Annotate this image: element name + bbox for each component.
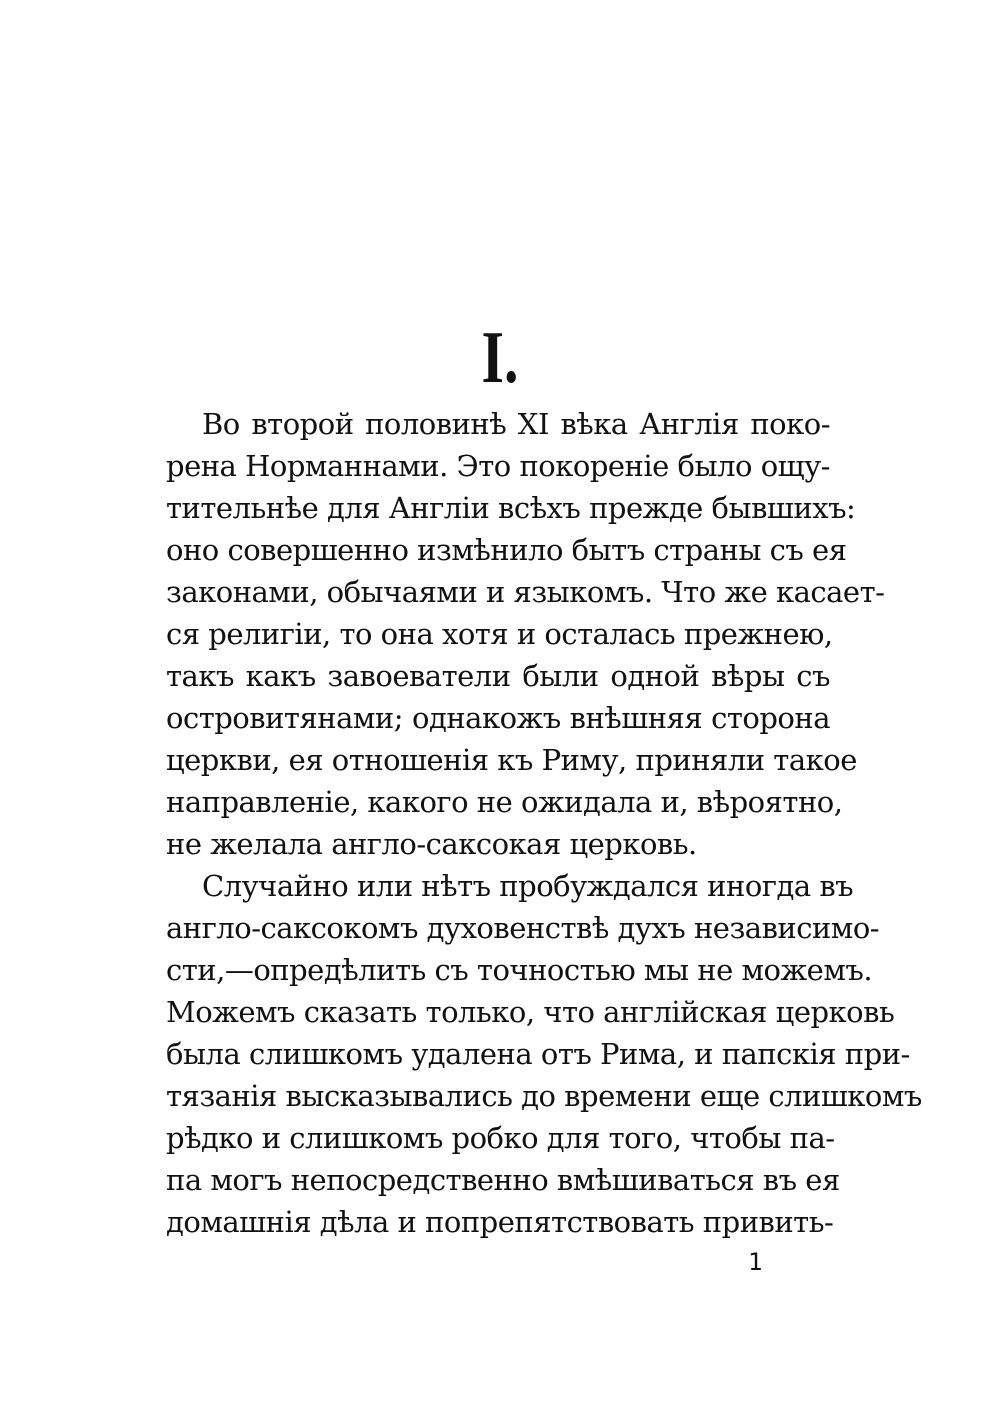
text-line: рена Норманнами. Это покореніе было ощу-: [166, 449, 830, 483]
text-line: такъ какъ завоеватели были одной вѣры съ: [166, 659, 830, 693]
text-line: законами, обычаями и языкомъ. Что же касает-: [166, 575, 885, 609]
text-line: тязанія высказывались до времени еще слишкомъ: [166, 1079, 922, 1113]
page-number: 1: [748, 1248, 763, 1276]
paragraph: [166, 403, 885, 865]
text-line: островитянами; однакожъ внѣшняя сторона: [166, 701, 830, 735]
text-line: домашнія дѣла и попрепятствовать привить-: [166, 1205, 834, 1239]
text-line: не желала англо-саксокая церковь.: [166, 827, 697, 861]
text-line: рѣдко и слишкомъ робко для того, чтобы па-: [166, 1121, 835, 1155]
text-line: Во второй половинѣ XI вѣка Англія поко-: [202, 407, 830, 441]
text-line: оно совершенно измѣнило бытъ страны съ ея: [166, 533, 847, 567]
text-line: Можемъ сказать только, что англійская церковь: [166, 995, 895, 1029]
chapter-heading: I.: [481, 317, 519, 399]
text-line: тительнѣе для Англіи всѣхъ прежде бывшихъ:: [166, 491, 856, 525]
text-line: па могъ непосредственно вмѣшиваться въ ея: [166, 1163, 840, 1197]
text-line: Случайно или нѣтъ пробуждался иногда въ: [202, 869, 854, 903]
text-line: англо-саксокомъ духовенствѣ духъ независимо-: [166, 911, 880, 945]
text-line: ся религіи, то она хотя и осталась прежнею,: [166, 617, 833, 651]
text-line: была слишкомъ удалена отъ Рима, и папскія при-: [166, 1037, 910, 1071]
paragraph: [166, 865, 922, 1243]
body-text: [166, 403, 922, 1243]
text-line: сти,—опредѣлить съ точностью мы не можемъ.: [166, 953, 873, 987]
text-line: церкви, ея отношенія къ Риму, приняли такое: [166, 743, 857, 777]
text-line: направленіе, какого не ожидала и, вѣроятно,: [166, 785, 843, 819]
